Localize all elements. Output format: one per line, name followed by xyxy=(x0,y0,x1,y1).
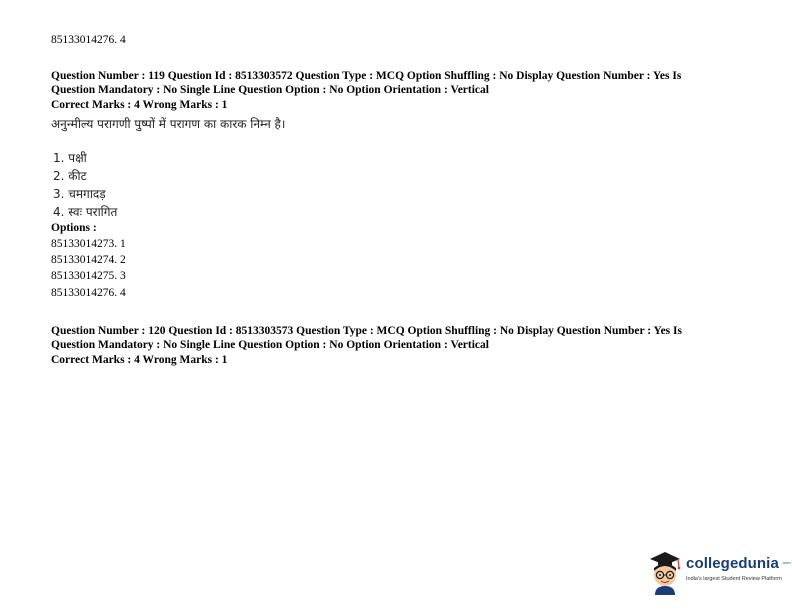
q120-meta-line-2: Question Mandatory : No Single Line Question Option : No Option Orientation : Vertical xyxy=(51,339,489,351)
q120-marks: Correct Marks : 4 Wrong Marks : 1 xyxy=(51,354,228,366)
logo-tagline: India's largest Student Review Platform xyxy=(686,576,782,582)
q119-option-id-1: 85133014273. 1 xyxy=(51,238,126,250)
q119-choice-4: 4. स्वः परागित xyxy=(53,205,118,219)
q119-choice-1: 1. पक्षी xyxy=(53,151,87,165)
q120-meta-line-1: Question Number : 120 Question Id : 8513303573 Question Type : MCQ Option Shuffling : No Display Question Number : Yes Is xyxy=(51,325,682,337)
q119-choice-3: 3. चमगादड़ xyxy=(53,187,106,201)
collegedunia-logo xyxy=(648,549,791,597)
student-mascot-icon xyxy=(648,549,684,595)
q119-option-id-2: 85133014274. 2 xyxy=(51,254,126,266)
q119-meta-line-1: Question Number : 119 Question Id : 8513303572 Question Type : MCQ Option Shuffling : No Display Question Number : Yes Is xyxy=(51,70,682,82)
q119-question-text: अनुन्मील्य परागणी पुष्पों में परागण का कारक निम्न है। xyxy=(51,117,286,131)
q119-choice-2: 2. कीट xyxy=(53,169,87,183)
q119-meta-line-2: Question Mandatory : No Single Line Question Option : No Option Orientation : Vertical xyxy=(51,84,489,96)
q119-option-id-4: 85133014276. 4 xyxy=(51,287,126,299)
q119-options-label: Options : xyxy=(51,222,97,234)
logo-wordmark: collegedunia xyxy=(686,555,779,572)
q119-option-id-3: 85133014275. 3 xyxy=(51,270,126,282)
q119-marks: Correct Marks : 4 Wrong Marks : 1 xyxy=(51,99,228,111)
previous-option-line: 85133014276. 4 xyxy=(51,34,126,46)
logo-domain-suffix: .com xyxy=(782,560,791,565)
